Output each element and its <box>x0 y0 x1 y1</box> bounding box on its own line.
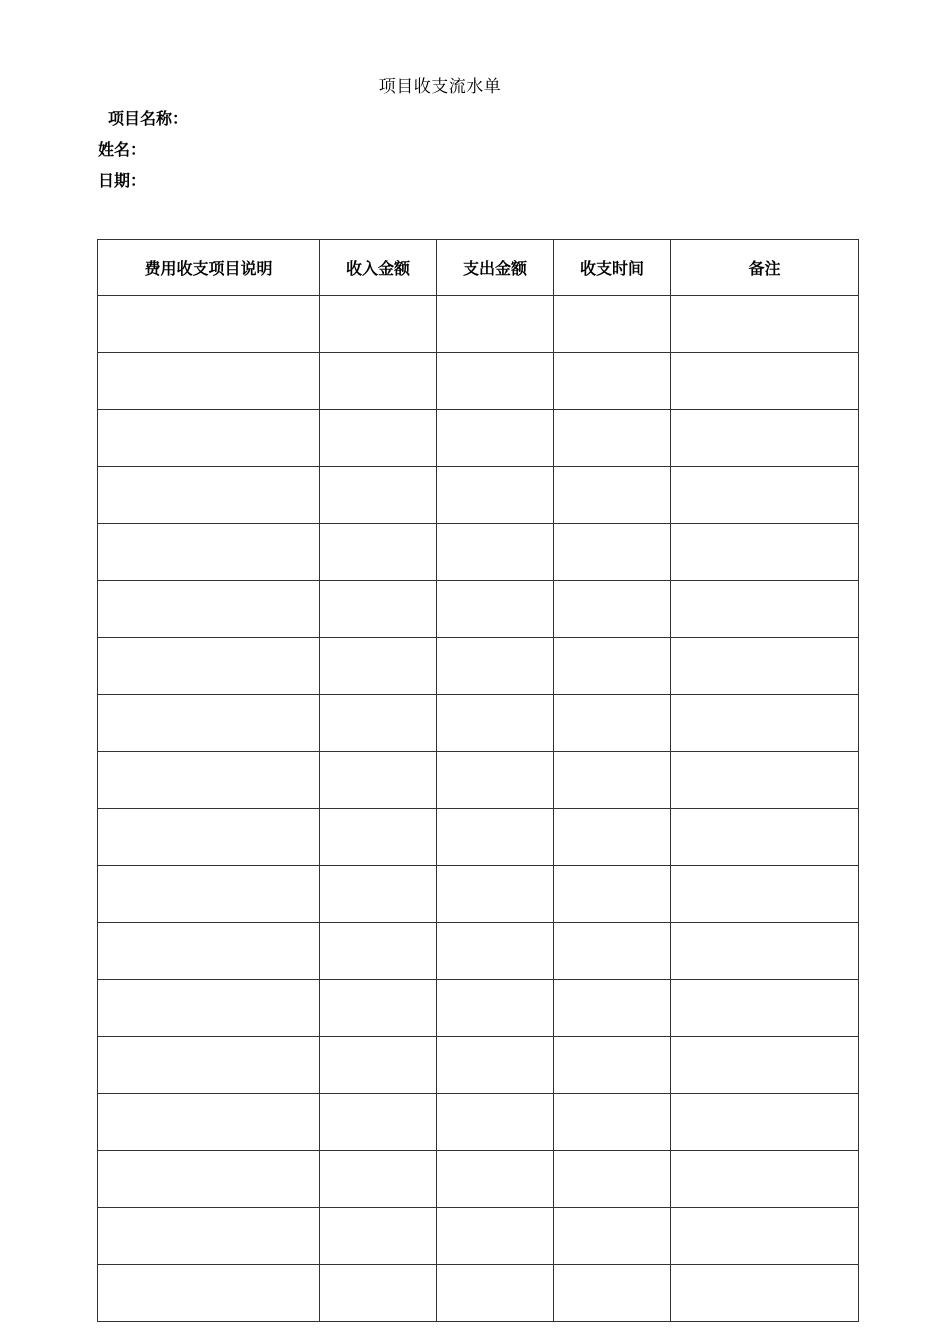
header-item-description: 费用收支项目说明 <box>98 240 320 296</box>
cell-transaction-time <box>554 866 671 923</box>
cell-expense-amount <box>437 809 554 866</box>
cell-expense-amount <box>437 353 554 410</box>
cell-expense-amount <box>437 467 554 524</box>
name-label: 姓名： <box>98 140 147 159</box>
cell-expense-amount <box>437 1037 554 1094</box>
table-row <box>98 1265 859 1322</box>
cell-item-description <box>98 866 320 923</box>
cell-income-amount <box>320 410 437 467</box>
table-row <box>98 581 859 638</box>
cell-remarks <box>671 353 859 410</box>
cell-income-amount <box>320 1037 437 1094</box>
cell-remarks <box>671 410 859 467</box>
cell-transaction-time <box>554 695 671 752</box>
table-row <box>98 923 859 980</box>
cell-expense-amount <box>437 1265 554 1322</box>
cell-income-amount <box>320 638 437 695</box>
header-transaction-time: 收支时间 <box>554 240 671 296</box>
table-row <box>98 524 859 581</box>
cell-item-description <box>98 980 320 1037</box>
cell-income-amount <box>320 1208 437 1265</box>
header-remarks: 备注 <box>671 240 859 296</box>
header-income-amount: 收入金额 <box>320 240 437 296</box>
table-row <box>98 638 859 695</box>
cell-income-amount <box>320 1151 437 1208</box>
cell-item-description <box>98 809 320 866</box>
table-row <box>98 296 859 353</box>
cell-transaction-time <box>554 923 671 980</box>
cell-transaction-time <box>554 809 671 866</box>
cell-remarks <box>671 581 859 638</box>
cell-remarks <box>671 923 859 980</box>
date-label: 日期： <box>98 171 147 190</box>
cell-income-amount <box>320 866 437 923</box>
cell-income-amount <box>320 467 437 524</box>
table-row <box>98 353 859 410</box>
ledger-body <box>98 296 859 1322</box>
cell-income-amount <box>320 296 437 353</box>
cell-item-description <box>98 1208 320 1265</box>
cell-transaction-time <box>554 410 671 467</box>
cell-income-amount <box>320 923 437 980</box>
cell-item-description <box>98 581 320 638</box>
cell-income-amount <box>320 524 437 581</box>
cell-remarks <box>671 866 859 923</box>
cell-income-amount <box>320 695 437 752</box>
header-expense-amount: 支出金额 <box>437 240 554 296</box>
cell-expense-amount <box>437 410 554 467</box>
document-title: 项目收支流水单 <box>378 77 502 97</box>
cell-expense-amount <box>437 1094 554 1151</box>
cell-expense-amount <box>437 1208 554 1265</box>
cell-remarks <box>671 1151 859 1208</box>
cell-expense-amount <box>437 752 554 809</box>
cell-item-description <box>98 1037 320 1094</box>
cell-income-amount <box>320 353 437 410</box>
cell-item-description <box>98 1265 320 1322</box>
cell-remarks <box>671 524 859 581</box>
cell-transaction-time <box>554 1037 671 1094</box>
cell-expense-amount <box>437 524 554 581</box>
cell-income-amount <box>320 752 437 809</box>
cell-transaction-time <box>554 980 671 1037</box>
cell-item-description <box>98 695 320 752</box>
cell-remarks <box>671 980 859 1037</box>
cell-item-description <box>98 752 320 809</box>
cell-transaction-time <box>554 524 671 581</box>
cell-transaction-time <box>554 1151 671 1208</box>
cell-item-description <box>98 467 320 524</box>
cell-remarks <box>671 752 859 809</box>
cell-expense-amount <box>437 923 554 980</box>
cell-remarks <box>671 638 859 695</box>
cell-item-description <box>98 296 320 353</box>
table-row <box>98 752 859 809</box>
table-row <box>98 980 859 1037</box>
cell-transaction-time <box>554 353 671 410</box>
cell-transaction-time <box>554 296 671 353</box>
cell-item-description <box>98 1151 320 1208</box>
cell-income-amount <box>320 581 437 638</box>
cell-item-description <box>98 923 320 980</box>
cell-transaction-time <box>554 1265 671 1322</box>
cell-expense-amount <box>437 866 554 923</box>
table-row <box>98 467 859 524</box>
cell-remarks <box>671 1265 859 1322</box>
table-row <box>98 1037 859 1094</box>
cell-remarks <box>671 809 859 866</box>
table-row <box>98 1208 859 1265</box>
cell-transaction-time <box>554 1094 671 1151</box>
cell-item-description <box>98 410 320 467</box>
table-header-row <box>98 240 859 296</box>
cell-item-description <box>98 524 320 581</box>
cell-item-description <box>98 353 320 410</box>
table-row <box>98 1151 859 1208</box>
table-row <box>98 866 859 923</box>
cell-transaction-time <box>554 581 671 638</box>
cell-expense-amount <box>437 638 554 695</box>
cell-remarks <box>671 1037 859 1094</box>
cell-expense-amount <box>437 1151 554 1208</box>
cell-transaction-time <box>554 467 671 524</box>
ledger-table <box>97 239 859 1322</box>
cell-remarks <box>671 695 859 752</box>
cell-remarks <box>671 1208 859 1265</box>
cell-expense-amount <box>437 296 554 353</box>
cell-remarks <box>671 467 859 524</box>
cell-remarks <box>671 1094 859 1151</box>
cell-income-amount <box>320 1094 437 1151</box>
cell-item-description <box>98 638 320 695</box>
cell-expense-amount <box>437 581 554 638</box>
cell-transaction-time <box>554 1208 671 1265</box>
cell-transaction-time <box>554 752 671 809</box>
cell-transaction-time <box>554 638 671 695</box>
cell-income-amount <box>320 980 437 1037</box>
cell-income-amount <box>320 1265 437 1322</box>
table-row <box>98 695 859 752</box>
cell-income-amount <box>320 809 437 866</box>
cell-expense-amount <box>437 980 554 1037</box>
table-row <box>98 1094 859 1151</box>
table-row <box>98 809 859 866</box>
table-row <box>98 410 859 467</box>
cell-expense-amount <box>437 695 554 752</box>
cell-remarks <box>671 296 859 353</box>
cell-item-description <box>98 1094 320 1151</box>
project-name-label: 项目名称： <box>108 109 189 128</box>
